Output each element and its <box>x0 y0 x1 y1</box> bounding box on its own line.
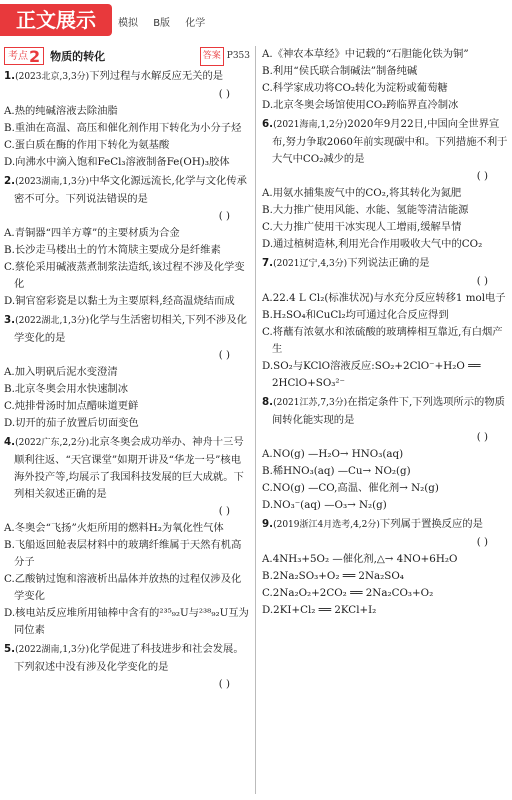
option: D.北京冬奥会场馆使用CO₂跨临界直冷制冰 <box>262 99 459 111</box>
question-source: (2021江苏,7,3分) <box>273 398 348 408</box>
question-source: (2019浙江4月选考,4,2分) <box>273 520 380 530</box>
answer-page: P353 <box>226 50 250 61</box>
question-text: 北京冬奥会成功举办、神舟十三号顺利往返、“天宫课堂”如期开讲及“华龙一号”核电海外投产等,均展示了我国科技发展的巨大成就。下列相关叙述正确的是 <box>14 436 244 500</box>
question-item <box>262 516 508 619</box>
question-text: 中华文化源远流长,化学与文化传承密不可分。下列说法错误的是 <box>14 175 247 205</box>
option: B.利用“侯氏联合制碱法”制备纯碱 <box>262 65 418 77</box>
option: B.大力推广使用风能、水能、氢能等清洁能源 <box>262 204 469 216</box>
question-number: 9. <box>262 518 274 530</box>
answer-bracket: ( ) <box>218 505 230 517</box>
option: A.《神农本草经》中记载的“石胆能化铁为铜” <box>262 48 469 60</box>
question-item <box>4 434 250 639</box>
option: D.2KI+Cl₂ ══ 2KCl+I₂ <box>262 604 377 616</box>
question-number: 1. <box>4 70 16 82</box>
option: C.蛋白质在酶的作用下转化为氨基酸 <box>4 139 170 151</box>
option: B.H₂SO₄和CuCl₂均可通过化合反应得到 <box>262 309 449 321</box>
question-source: (2022湖北,1,3分) <box>15 316 90 326</box>
column-divider <box>255 46 256 794</box>
question-stem <box>262 116 508 168</box>
option: D.通过植树造林,利用光合作用吸收大气中的CO₂ <box>262 238 483 250</box>
option: C.乙酸钠过饱和溶液析出晶体并放热的过程仅涉及化学变化 <box>4 573 242 602</box>
option: D.向沸水中滴入饱和FeCl₃溶液制备Fe(OH)₃胶体 <box>4 156 230 168</box>
question-number: 3. <box>4 314 16 326</box>
question-number: 6. <box>262 118 274 130</box>
question-item <box>262 394 508 514</box>
question-text: 2020年9月22日,中国向全世界宣布,努力争取2060年前实现碳中和。下列措施不利于大气中CO₂减少的是 <box>272 118 508 165</box>
question-source: (2023湖南,1,3分) <box>15 177 90 187</box>
question-item <box>4 173 250 310</box>
answer-bracket: ( ) <box>218 678 230 690</box>
answer-bracket: ( ) <box>476 170 488 182</box>
question-stem <box>262 255 508 273</box>
question-text: 化学与生活密切相关,下列不涉及化学变化的是 <box>14 314 247 344</box>
question-stem <box>262 394 508 429</box>
option: C.大力推广使用干冰实现人工增雨,缓解旱情 <box>262 221 462 233</box>
topic-badge <box>4 47 44 65</box>
question-number: 4. <box>4 436 16 448</box>
option: C.蔡伦采用碱液蒸煮制浆法造纸,该过程不涉及化学变化 <box>4 261 245 290</box>
option: D.SO₂与KClO溶液反应:SO₂+2ClO⁻+H₂O ══ 2HClO+SO₃²⁻ <box>262 360 481 389</box>
question-stem <box>4 312 250 347</box>
option: C.将蘸有浓氨水和浓硫酸的玻璃棒相互靠近,有白烟产生 <box>262 326 503 355</box>
option: D.NO₃⁻(aq) —O₃→ N₂(g) <box>262 499 387 511</box>
section-tag: 正文展示 <box>0 4 112 36</box>
topic-label: 考点 <box>8 50 28 62</box>
question-item <box>4 312 250 432</box>
meta-item: 模拟 <box>118 18 138 29</box>
answer-ref <box>200 47 250 66</box>
option: B.飞船返回舱表层材料中的玻璃纤维属于天然有机高分子 <box>4 539 242 568</box>
answer-bracket: ( ) <box>218 349 230 361</box>
question-text: 下列属于置换反应的是 <box>379 518 483 530</box>
question-item <box>262 116 508 253</box>
option: C.NO(g) —CO,高温、催化剂→ N₂(g) <box>262 482 439 494</box>
option: B.稀HNO₃(aq) —Cu→ NO₂(g) <box>262 465 411 477</box>
question-text: 下列过程与水解反应无关的是 <box>89 70 224 82</box>
meta-item: B版 <box>153 18 171 29</box>
topic-heading <box>4 46 250 66</box>
answer-label: 答案 <box>200 47 224 66</box>
option: B.长沙走马楼出土的竹木简牍主要成分是纤维素 <box>4 244 221 256</box>
question-number: 5. <box>4 643 16 655</box>
answer-bracket: ( ) <box>218 88 230 100</box>
option: C.科学家成功将CO₂转化为淀粉或葡萄糖 <box>262 82 448 94</box>
question-text: 化学促进了科技进步和社会发展。下列叙述中没有涉及化学变化的是 <box>14 643 244 673</box>
question-source: (2022湖南,1,3分) <box>15 645 90 655</box>
question-number: 2. <box>4 175 16 187</box>
answer-bracket: ( ) <box>476 431 488 443</box>
question-stem <box>4 641 250 676</box>
question-item <box>262 255 508 392</box>
topic-title: 物质的转化 <box>50 49 106 63</box>
answer-bracket: ( ) <box>476 275 488 287</box>
option: A.用氨水捕集废气中的CO₂,将其转化为氮肥 <box>262 187 462 199</box>
option: A.22.4 L Cl₂(标准状况)与水充分反应转移1 mol电子 <box>262 292 506 304</box>
option: D.切开的茄子放置后切面变色 <box>4 417 139 429</box>
question-number: 7. <box>262 257 274 269</box>
option: A.加入明矾后泥水变澄清 <box>4 366 118 378</box>
question-source: (2021辽宁,4,3分) <box>273 259 348 269</box>
question-text: 在指定条件下,下列选项所示的物质间转化能实现的是 <box>272 396 505 426</box>
option: C.炖排骨汤时加点醋味道更鲜 <box>4 400 139 412</box>
option: A.4NH₃+5O₂ —催化剂,△→ 4NO+6H₂O <box>262 553 458 565</box>
option: A.冬奥会“飞扬”火炬所用的燃料H₂为氧化性气体 <box>4 522 224 534</box>
book-meta <box>118 14 217 29</box>
option: B.重油在高温、高压和催化剂作用下转化为小分子烃 <box>4 122 242 134</box>
question-source: (2023北京,3,3分) <box>15 72 90 82</box>
left-column <box>4 46 250 695</box>
question-item <box>4 641 250 693</box>
option: A.青铜器“四羊方尊”的主要材质为合金 <box>4 227 180 239</box>
topic-number: 2 <box>29 46 41 66</box>
option: B.2Na₂SO₃+O₂ ══ 2Na₂SO₄ <box>262 570 404 582</box>
question-item <box>262 46 508 114</box>
option: D.铜官窑彩瓷是以黏土为主要原料,经高温烧结而成 <box>4 295 235 307</box>
option: D.核电站反应堆所用铀棒中含有的²³⁵₉₂U与²³⁸₉₂U互为同位素 <box>4 607 249 636</box>
question-number: 8. <box>262 396 274 408</box>
question-stem <box>4 434 250 503</box>
answer-bracket: ( ) <box>218 210 230 222</box>
right-column <box>262 46 508 621</box>
page-header <box>0 0 512 40</box>
question-stem <box>262 516 508 534</box>
option: A.热的纯碱溶液去除油脂 <box>4 105 118 117</box>
question-source: (2022广东,2,2分) <box>15 438 90 448</box>
question-stem <box>4 68 250 86</box>
meta-item: 化学 <box>185 18 206 29</box>
option: A.NO(g) —H₂O→ HNO₃(aq) <box>262 448 404 460</box>
question-stem <box>4 173 250 208</box>
question-source: (2021海南,1,2分) <box>273 120 348 130</box>
question-text: 下列说法正确的是 <box>347 257 430 269</box>
answer-bracket: ( ) <box>476 536 488 548</box>
option: B.北京冬奥会用水快速制冰 <box>4 383 129 395</box>
option: C.2Na₂O₂+2CO₂ ══ 2Na₂CO₃+O₂ <box>262 587 434 599</box>
question-item <box>4 68 250 171</box>
